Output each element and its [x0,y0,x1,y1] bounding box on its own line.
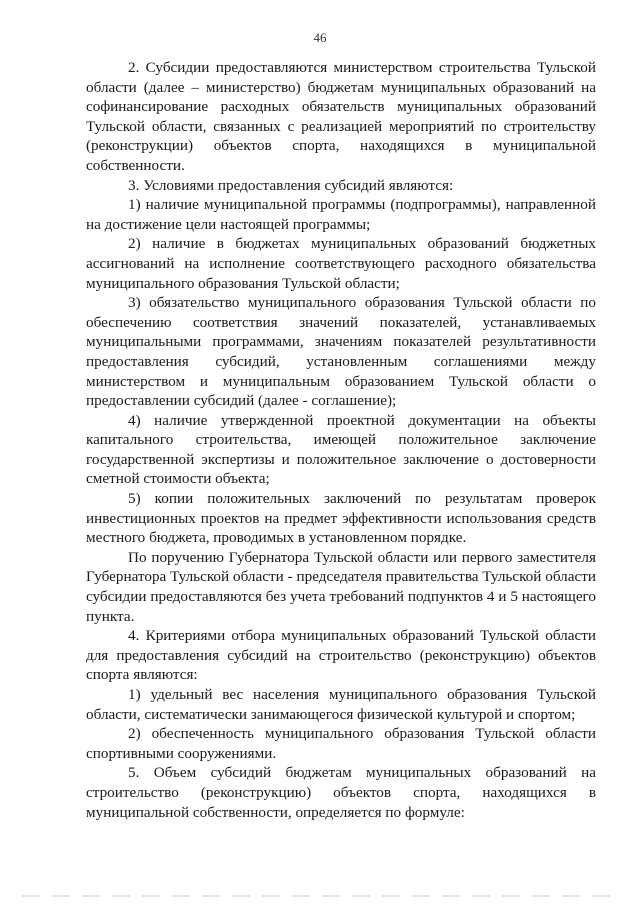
scan-footer-artifact [22,895,618,897]
condition-4: 4) наличие утвержденной проектной документации на объекты капитального строительства, имеющей положительное заключение государственной экспертизы и положительное заключение о достоверности сметной стоимости объекта; [86,411,596,488]
criterion-2: 2) обеспеченность муниципального образования Тульской области спортивными сооружениями. [86,725,596,762]
paragraph-2-subsidies: 2. Субсидии предоставляются министерством строительства Тульской области (далее – министерство) бюджетам муниципальных образований на софинансирование расходных обязательств муниципальных образований Тульской области, связанных с реализацией мероприятий по строительству (реконструкции) объектов спорта, находящихся в муниципальной собственности. [86,59,596,174]
page-number: 46 [313,30,327,45]
paragraph-4-criteria: 4. Критериями отбора муниципальных образований Тульской области для предоставления субсидий на строительство (реконструкцию) объектов спорта являются: [86,627,596,684]
condition-3: 3) обязательство муниципального образования Тульской области по обеспечению соответствия значений показателей, устанавливаемых муниципальными программами, значениям показателей результативности предоставления субсидий, установленным соглашениями между министерством и муниципальным образованием Тульской области о предоставлении субсидий (далее - соглашение); [86,294,596,410]
document-body [86,58,596,822]
condition-1: 1) наличие муниципальной программы (подпрограммы), направленной на достижение цели настоящей программы; [86,196,596,233]
criterion-1: 1) удельный вес населения муниципального образования Тульской области, систематически занимающегося физической культурой и спортом; [86,686,596,723]
paragraph-5-volume: 5. Объем субсидий бюджетам муниципальных образований на строительство (реконструкцию) объектов спорта, находящихся в муниципальной собственности, определяется по формуле: [86,764,596,821]
governor-instruction: По поручению Губернатора Тульской области или первого заместителя Губернатора Тульской области - председателя правительства Тульской области субсидии предоставляются без учета требований подпунктов 4 и 5 настоящего пункта. [86,548,596,625]
paragraph-3-conditions: 3. Условиями предоставления субсидий являются: [128,176,454,194]
condition-5: 5) копии положительных заключений по результатам проверок инвестиционных проектов на предмет эффективности использования средств местного бюджета, проводимых в установленном порядке. [86,490,596,547]
condition-2: 2) наличие в бюджетах муниципальных образований бюджетных ассигнований на исполнение соответствующего расходного обязательства муниципального образования Тульской области; [86,235,596,292]
